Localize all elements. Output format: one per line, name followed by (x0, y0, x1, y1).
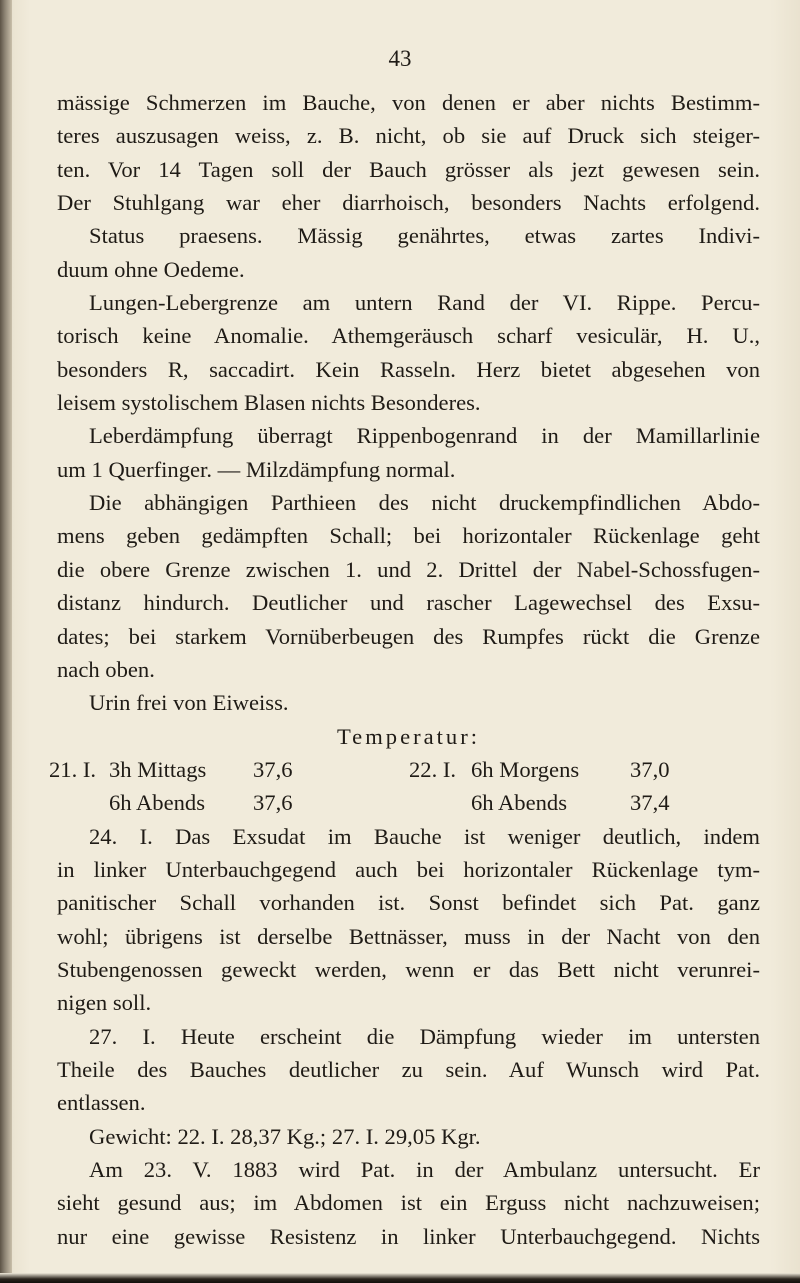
book-binding-edge (0, 0, 12, 1283)
text-line: Lungen-Lebergrenze am untern Rand der VI. Rippe. Percu- (89, 290, 760, 316)
temperature-time: 6h Abends (109, 790, 206, 816)
text-line: distanz hindurch. Deutlicher und rascher Lagewechsel des Exsu- (57, 590, 760, 616)
text-line: besonders R, saccadirt. Kein Rasseln. Herz bietet abgesehen von (57, 356, 760, 382)
text-line: panitischer Schall vorhanden ist. Sonst befindet sich Pat. ganz (57, 890, 760, 916)
text-line: 24. I. Das Exsudat im Bauche ist weniger deutlich, indem (89, 823, 760, 849)
temperature-value: 37,6 (253, 756, 293, 782)
temperature-date: 22. I. (409, 756, 457, 782)
body-text (49, 86, 760, 1253)
text-line: in linker Unterbauchgegend auch bei horizontaler Rückenlage tym- (57, 856, 760, 882)
text-line: Am 23. V. 1883 wird Pat. in der Ambulanz untersucht. Er (89, 1157, 760, 1182)
temperature-time: 6h Abends (471, 790, 568, 816)
text-line: ten. Vor 14 Tagen soll der Bauch grösser als jezt gewesen sein. (57, 156, 760, 182)
text-line: dates; bei starkem Vornüberbeugen des Rumpfes rückt die Grenze (57, 623, 760, 649)
text-line: teres auszusagen weiss, z. B. nicht, ob sie auf Druck sich steiger- (57, 123, 760, 149)
text-line: Leberdämpfung überragt Rippenbogenrand in der Mamillarlinie (89, 423, 760, 449)
text-line: nigen soll. (57, 990, 152, 1016)
temperature-date: 21. I. (49, 756, 97, 782)
text-line: entlassen. (57, 1090, 146, 1116)
temperature-value: 37,6 (253, 790, 293, 816)
temperature-value: 37,0 (630, 756, 670, 782)
text-line: wohl; übrigens ist derselbe Bettnässer, muss in der Nacht von den (57, 923, 760, 949)
text-line: mässige Schmerzen im Bauche, von denen er aber nichts Bestimm- (57, 90, 760, 115)
text-line: Gewicht: 22. I. 28,37 Kg.; 27. I. 29,05 Kgr. (89, 1123, 481, 1149)
text-line: Stubengenossen geweckt werden, wenn er das Bett nicht verunrei- (57, 956, 760, 982)
text-line: sieht gesund aus; im Abdomen ist ein Erguss nicht nachzuweisen; (57, 1190, 760, 1216)
text-line: Die abhängigen Parthieen des nicht druckempfindlichen Abdo- (89, 490, 760, 516)
temperature-time: 6h Morgens (471, 756, 580, 782)
text-line: 27. I. Heute erscheint die Dämpfung wieder im untersten (89, 1023, 760, 1049)
text-line: nur eine gewisse Resistenz in linker Unterbauchgegend. Nichts (57, 1223, 760, 1249)
temperature-heading: Temperatur: (336, 723, 481, 749)
text-line: Theile des Bauches deutlicher zu sein. Auf Wunsch wird Pat. (57, 1056, 760, 1082)
temperature-row (49, 753, 760, 786)
text-line: Urin frei von Eiweiss. (89, 690, 289, 716)
temperature-row (57, 786, 760, 819)
text-line: Der Stuhlgang war eher diarrhoisch, besonders Nachts erfolgend. (57, 190, 760, 216)
text-line: leisem systolischem Blasen nichts Besonderes. (57, 390, 481, 416)
text-line: nach oben. (57, 656, 155, 682)
page-bottom-edge (0, 1273, 800, 1283)
text-line: duum ohne Oedeme. (57, 256, 245, 282)
text-line: um 1 Querfinger. — Milzdämpfung normal. (57, 456, 456, 482)
page-number: 43 (388, 46, 412, 71)
text-line: torisch keine Anomalie. Athemgeräusch scharf vesiculär, H. U., (57, 323, 760, 349)
text-line: mens geben gedämpften Schall; bei horizontaler Rückenlage geht (57, 523, 760, 549)
text-line: die obere Grenze zwischen 1. und 2. Drittel der Nabel-Schossfugen- (57, 556, 760, 582)
section-heading-status-praesens: Status praesens. Mässig genährtes, etwas zartes Indivi- (89, 223, 760, 249)
temperature-value: 37,4 (630, 790, 670, 816)
temperature-time: 3h Mittags (109, 756, 207, 782)
